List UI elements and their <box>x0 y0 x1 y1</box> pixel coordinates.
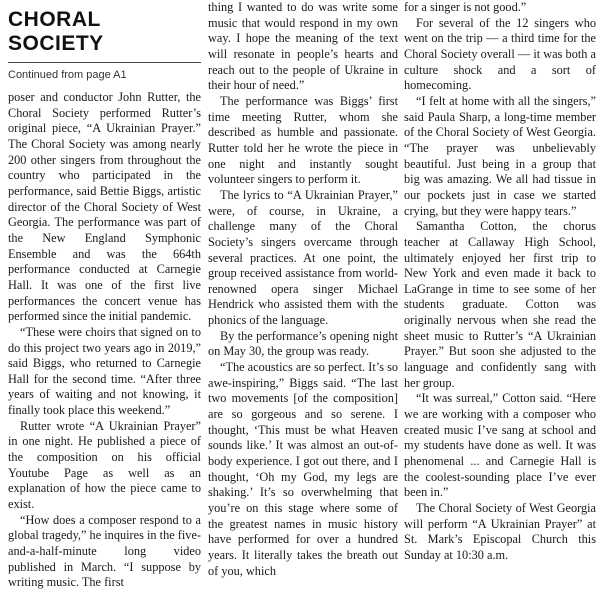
paragraph: “I felt at home with all the singers,” said Paula Sharp, a long-time member of the Choral Society of West Georgia. “The prayer was unbelievably beautiful. Just being in a group that big was amazing. We all had tissue in our pockets just in case we started crying, but they were happy tears.” <box>404 93 596 218</box>
article-column-1 <box>8 0 201 589</box>
paragraph: The performance was Biggs’ first time meeting Rutter, whom she described as humble and passionate. Rutter told her he wrote the piece in one night and instantly sought volunteer singers to perform it. <box>208 93 398 187</box>
paragraph: poser and conductor John Rutter, the Choral Society performed Rutter’s original piece, “A Ukrainian Prayer.” The Choral Society was among nearly 200 other singers from throughout the country who participated in the performance, said Bettie Biggs, artistic director of the Choral Society of West Georgia. The performance was part of the New England Symphonic Ensemble and was the 664th performance conducted at Carnegie Hall. It was one of the first live performances the concert venue has performed since the initial pandemic. <box>8 90 201 324</box>
paragraph: “It was surreal,” Cotton said. “Here we are working with a composer who created music I’ve sang at school and my students have done as well. It was phenomenal ... and Carnegie Hall is the coolest-sounding place I’ve ever been in.” <box>404 391 596 500</box>
article-column-2 <box>208 0 398 589</box>
continued-note: Continued from page A1 <box>8 69 127 81</box>
paragraph: The lyrics to “A Ukrainian Prayer,” were, of course, in Ukraine, a challenge many of the Choral Society’s singers overcame through several practices. At one point, the group received assistance from world-renowned opera singer Michael Hendrick who assisted them with the phonics of the language. <box>208 187 398 328</box>
header-rule <box>8 62 201 63</box>
article-column-3 <box>404 0 596 589</box>
column-3-text <box>404 0 596 564</box>
paragraph: Samantha Cotton, the chorus teacher at Callaway High School, ultimately enjoyed her first trip to New York and even made it back to LaGrange in time to see some of her students graduate. Cotton was originally nervous when she read the sheet music to Rutter’s “A Ukrainian Prayer.” But soon she adjusted to the language and confidently sang with her group. <box>404 219 596 390</box>
paragraph: For several of the 12 singers who went on the trip — a third time for the Choral Society overall — it was both a culture shock and a sort of homecoming. <box>404 15 596 93</box>
paragraph: “These were choirs that signed on to do this project two years ago in 2019,” said Biggs, who returned to Carnegie Hall for the second time. “After three years of waiting and not knowing, it finally took place this weekend.” <box>8 324 201 418</box>
column-2-text <box>208 0 398 579</box>
paragraph: for a singer is not good.” <box>404 0 527 14</box>
column-1-text <box>8 90 201 591</box>
paragraph: “The acoustics are so perfect. It’s so awe-inspiring,” Biggs said. “The last two movements [of the composition] are so gorgeous and so serene. I thought, ‘This must be what Heaven sounds like.’ It was almost an out-of-body experience. I got out there, and I thought, ‘Oh my God, my legs are shaking.’ It’s so overwhelming that you’re on this stage where some of the greatest names in music history have performed for over a hundred years. It literally takes the breath out of you, which <box>208 360 398 578</box>
paragraph: thing I wanted to do was write some music that would respond in my own way. I hope the meaning of the text will resonate in people’s hearts and reach out to the people of Ukraine in their hour of need.” <box>208 0 398 93</box>
paragraph: Rutter wrote “A Ukrainian Prayer” in one night. He published a piece of the composition on his official Youtube Page as well as an explanation of how the piece came to exist. <box>8 418 201 512</box>
paragraph: The Choral Society of West Georgia will perform “A Ukrainian Prayer” at St. Mark’s Episcopal Church this Sunday at 10:30 a.m. <box>404 501 596 562</box>
section-title: CHORAL SOCIETY <box>8 8 104 55</box>
paragraph: “How does a composer respond to a global tragedy,” he inquires in the five-and-a-half-minute long video published in March. “I suppose by writing music. The first <box>8 512 201 590</box>
paragraph: By the performance’s opening night on May 30, the group was ready. <box>208 328 398 359</box>
